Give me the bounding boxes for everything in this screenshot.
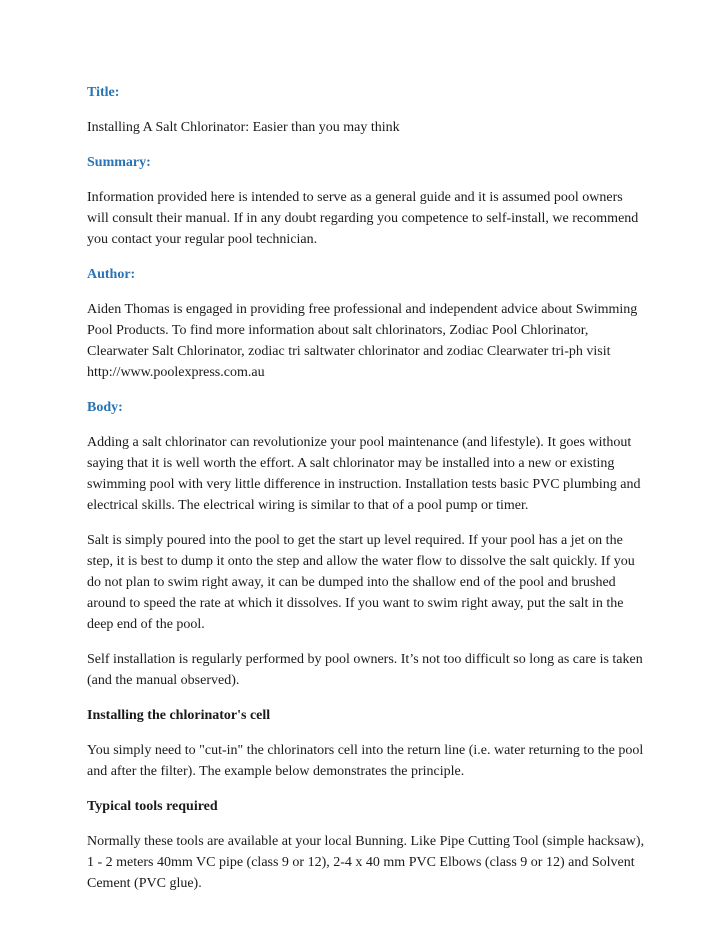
section-heading-cell: Installing the chlorinator's cell — [87, 708, 271, 723]
title-label: Title: — [87, 85, 120, 100]
body-label: Body: — [87, 400, 123, 415]
author-label: Author: — [87, 267, 136, 282]
body-paragraph: Self installation is regularly performed by pool owners. It’s not too difficult so long as care is taken (and the manual observed). — [87, 652, 643, 688]
section-text-tools: Normally these tools are available at your local Bunning. Like Pipe Cutting Tool (simple hacksaw), 1 - 2 meters 40mm VC pipe (class 9 or 12), 2-4 x 40 mm PVC Elbows (class 9 or 12) and Solvent Cement (PVC glue). — [87, 834, 645, 891]
author-text: Aiden Thomas is engaged in providing free professional and independent advice about Swimming Pool Products. To find more information about salt chlorinators, Zodiac Pool Chlorinator, Clearwater Salt Chlorinator, zodiac tri saltwater chlorinator and zodiac Clearwater tri-ph visit http://www.poolexpress.com.au — [87, 302, 638, 380]
section-text-cell: You simply need to "cut-in" the chlorinators cell into the return line (i.e. water returning to the pool and after the filter). The example below demonstrates the principle. — [87, 743, 644, 779]
section-heading-tools: Typical tools required — [87, 799, 218, 814]
summary-text: Information provided here is intended to serve as a general guide and it is assumed pool owners will consult their manual. If in any doubt regarding you competence to self-install, we recommend you contact your regular pool technician. — [87, 190, 639, 247]
document-page — [87, 82, 647, 908]
body-paragraph: Salt is simply poured into the pool to get the start up level required. If your pool has a jet on the step, it is best to dump it onto the step and allow the water flow to dissolve the salt quickly. If you do not plan to swim right away, it can be dumped into the shallow end of the pool and brushed around to speed the rate at which it dissolves. If you want to swim right away, put the salt in the deep end of the pool. — [87, 533, 635, 632]
title-text: Installing A Salt Chlorinator: Easier than you may think — [87, 120, 400, 135]
summary-label: Summary: — [87, 155, 151, 170]
body-paragraph: Adding a salt chlorinator can revolutionize your pool maintenance (and lifestyle). It goes without saying that it is well worth the effort. A salt chlorinator may be installed into a new or existing swimming pool with very little difference in instruction. Installation tests basic PVC plumbing and electrical skills. The electrical wiring is similar to that of a pool pump or timer. — [87, 435, 641, 513]
